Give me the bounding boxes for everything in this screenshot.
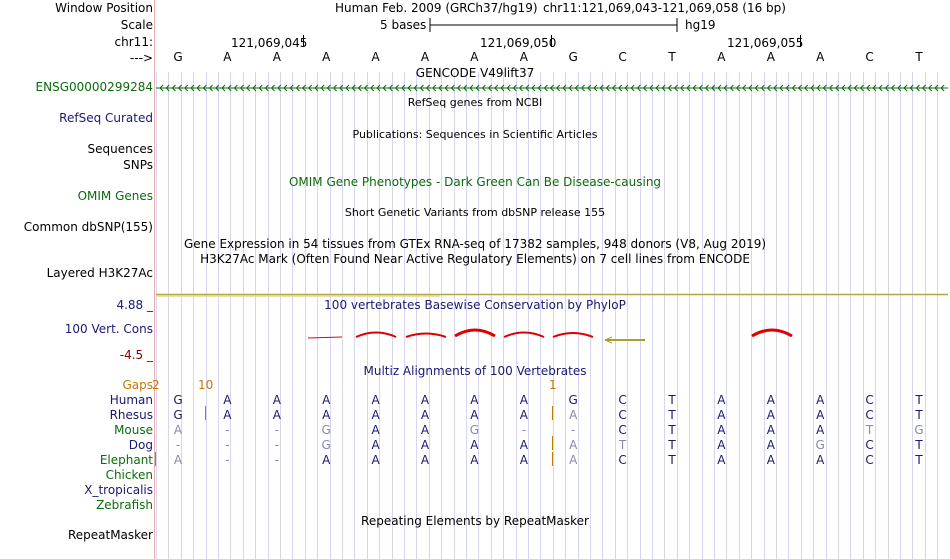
repeatmasker-track-label[interactable]: RepeatMasker [67,528,153,542]
base-guide-line [193,72,194,559]
gene-arrow-line[interactable] [0,81,950,95]
base-guide-line [726,72,727,559]
window-position-label: Window Position [55,1,153,15]
aligned-base: A [322,408,331,422]
aligned-base: A [420,423,430,437]
species-label-elephant[interactable]: Elephant [99,453,153,467]
base-guide-line [652,72,653,559]
ref-base: T [915,50,923,64]
aligned-base: A [371,438,380,452]
base-guide-line [863,72,864,559]
aligned-base: A [766,453,775,467]
aligned-base: A [717,453,726,467]
aligned-base: A [371,453,380,467]
ref-base: G [173,50,183,64]
base-guide-line [367,72,368,559]
aligned-base: T [668,393,676,407]
publications-track-title: Publications: Sequences in Scientific Articles [352,128,598,141]
species-label-human[interactable]: Human [109,393,153,407]
aligned-base: A [470,453,479,467]
h3k27ac-track-title: H3K27Ac Mark (Often Found Near Active Regulatory Elements) on 7 cell lines from ENCODE [200,252,750,266]
base-guide-line [826,72,827,559]
base-guide-line [702,72,703,559]
aligned-base: A [272,408,281,422]
ref-base: C [865,50,874,64]
base-guide-line [875,72,876,559]
aligned-base: - [175,438,181,452]
ref-base: A [322,50,331,64]
base-guide-line [404,72,405,559]
ref-base: A [223,50,232,64]
aligned-base: T [668,453,676,467]
aligned-base: A [519,393,528,407]
gap-count-2: 10 [198,378,214,392]
base-guide-line [218,72,219,559]
base-guide-line [553,72,554,559]
base-guide-line [429,72,430,559]
base-guide-line [565,72,566,559]
common-dbsnp-track-label[interactable]: Common dbSNP(155) [23,220,153,234]
base-guide-line [292,72,293,559]
species-label-mouse[interactable]: Mouse [114,423,153,437]
base-guide-line [912,72,913,559]
aligned-base: A [223,393,232,407]
aligned-base: T [668,423,676,437]
aligned-base: G [815,438,825,452]
base-guide-line [925,72,926,559]
refseq-track-label[interactable]: RefSeq Curated [59,111,153,125]
base-guide-line [516,72,517,559]
aligned-base: C [865,393,874,407]
base-guide-line [937,72,938,559]
aligned-base: C [865,438,874,452]
base-guide-line [268,72,269,559]
ref-base: A [371,50,380,64]
gap-count-3: 1 [549,378,557,392]
gencode-track-title: GENCODE V49lift37 [415,66,535,80]
aligned-base: T [668,438,676,452]
scale-label: Scale [120,18,153,32]
base-guide-line [714,72,715,559]
base-guide-line [168,72,169,559]
aligned-base: A [717,438,726,452]
base-guide-line [888,72,889,559]
aligned-base: A [766,408,775,422]
aligned-base: G [469,423,480,437]
layered-h3k27ac-track-label[interactable]: Layered H3K27Ac [46,266,153,280]
aligned-base: A [420,438,430,452]
aligned-base: A [470,393,479,407]
cons-track-label[interactable]: 100 Vert. Cons [64,322,153,336]
base-guide-line [181,72,182,559]
base-guide-line [751,72,752,559]
species-label-zebrafish[interactable]: Zebrafish [96,498,153,512]
ref-base: A [519,50,528,64]
aligned-base: A [766,423,775,437]
aligned-base: A [420,453,430,467]
aligned-base: - [521,423,526,437]
base-guide-line [491,72,492,559]
aligned-base: A [420,393,430,407]
species-label-x_tropicalis[interactable]: X_tropicalis [84,483,153,497]
aligned-base: A [519,438,528,452]
base-guide-line [330,72,331,559]
aligned-base: A [173,423,183,437]
aligned-base: A [816,408,825,422]
phylop-track-title: 100 vertebrates Basewise Conservation by PhyloP [324,298,626,312]
base-guide-line [528,72,529,559]
aligned-base: T [618,438,627,452]
species-label-chicken[interactable]: Chicken [105,468,153,482]
ref-base: T [668,50,676,64]
aligned-base: C [618,423,627,437]
aligned-base: - [274,453,279,467]
aligned-base: G [568,393,578,407]
omim-track-label[interactable]: OMIM Genes [77,189,153,203]
scale-text: 5 bases [380,18,427,32]
aligned-base: T [668,408,676,422]
aligned-base: A [470,408,479,422]
base-guide-line [206,72,207,559]
aligned-base: A [371,423,380,437]
aligned-base: - [274,438,279,452]
base-guide-line [764,72,765,559]
refseq-track-title: RefSeq genes from NCBI [407,96,543,109]
aligned-base: A [272,393,281,407]
aligned-base: C [618,393,627,407]
base-guide-line [441,72,442,559]
aligned-base: C [865,408,874,422]
aligned-base: - [274,423,279,437]
repeatmasker-track-title: Repeating Elements by RepeatMasker [361,514,589,528]
position-text: chr11:121,069,043-121,069,058 (16 bp) [543,1,786,15]
ensg-track-label[interactable]: ENSG00000299284 [35,80,153,94]
aligned-base: C [865,453,874,467]
base-guide-line [664,72,665,559]
base-guide-line [416,72,417,559]
base-guide-line [850,72,851,559]
dbsnp-track-title: Short Genetic Variants from dbSNP release 155 [344,206,606,219]
sequences-track-label[interactable]: Sequences [87,142,153,156]
aligned-base: G [914,423,924,437]
aligned-base: - [571,423,576,437]
omim-track-title: OMIM Gene Phenotypes - Dark Green Can Be Disease-causing [288,175,662,189]
aligned-base: A [371,408,380,422]
base-guide-line [478,72,479,559]
base-guide-line [602,72,603,559]
aligned-base: A [322,393,331,407]
ref-base: C [618,50,627,64]
aligned-base: A [322,453,331,467]
base-guide-line [230,72,231,559]
base-guide-line [379,72,380,559]
aligned-base: C [618,408,627,422]
base-guide-line [776,72,777,559]
aligned-base: A [717,423,726,437]
aligned-base: C [618,453,627,467]
aligned-base: G [173,408,183,422]
aligned-base: A [816,453,825,467]
aligned-base: G [173,393,183,407]
aligned-base: A [173,453,183,467]
aligned-base: - [225,438,230,452]
base-guide-line [640,72,641,559]
aligned-base: A [569,438,578,452]
base-guide-line [305,72,306,559]
aligned-base: A [766,393,775,407]
aligned-base: A [519,408,528,422]
aligned-base: A [569,408,578,422]
base-guide-line [156,72,157,559]
coord-tick-2: 121,069,050 [480,36,557,50]
multiz-track-title: Multiz Alignments of 100 Vertebrates [363,364,587,378]
aligned-base: A [569,453,578,467]
base-guide-line [615,72,616,559]
base-guide-line [627,72,628,559]
base-guide-line [317,72,318,559]
aligned-base: A [816,393,825,407]
aligned-base: T [865,423,874,437]
base-guide-line [838,72,839,559]
aligned-base: A [816,423,825,437]
coord-tick-1: 121,069,045 [231,36,308,50]
base-guide-line [392,72,393,559]
ref-base: A [420,50,430,64]
aligned-base: G [321,438,331,452]
cons-min-label: -4.5 _ [119,348,153,362]
ref-base: A [766,50,775,64]
cons-max-label: 4.88 _ [116,298,153,312]
base-guide-line [342,72,343,559]
aligned-base: A [766,438,775,452]
snps-track-label[interactable]: SNPs [123,158,153,172]
species-label-dog[interactable]: Dog [128,438,153,452]
base-guide-line [813,72,814,559]
ref-base: A [717,50,726,64]
aligned-base: - [225,453,230,467]
base-guide-line [243,72,244,559]
gaps-label: Gaps [122,378,153,392]
ref-base: A [272,50,281,64]
aligned-base: T [915,408,923,422]
aligned-base: A [371,393,380,407]
base-guide-line [454,72,455,559]
base-guide-line [788,72,789,559]
chrom-label: chr11: [114,35,153,49]
gap-count-1: 2 [152,378,160,392]
aligned-base: A [420,408,430,422]
aligned-base: - [225,423,230,437]
base-guide-line [578,72,579,559]
assembly-text: Human Feb. 2009 (GRCh37/hg19) [335,1,538,15]
coord-tick-3: 121,069,055 [727,36,804,50]
aligned-base: T [915,453,923,467]
aligned-base: T [915,393,923,407]
scale-db-text: hg19 [685,18,716,32]
strand-label: ---> [129,51,153,65]
base-guide-line [255,72,256,559]
aligned-base: A [519,453,528,467]
aligned-base: T [915,438,923,452]
ref-base: A [816,50,825,64]
base-guide-line [689,72,690,559]
phylop-plot[interactable] [0,322,950,352]
aligned-base: A [470,438,479,452]
insertion-markers [0,400,950,470]
base-guide-line [590,72,591,559]
base-guide-line [466,72,467,559]
gtex-track-title: Gene Expression in 54 tissues from GTEx RNA-seq of 17382 samples, 948 donors (V8, Aug 2019) [183,237,767,251]
aligned-base: A [717,393,726,407]
base-guide-line [503,72,504,559]
aligned-base: A [717,408,726,422]
base-guide-line [801,72,802,559]
base-guide-line [739,72,740,559]
base-guide-line [354,72,355,559]
base-guide-line [540,72,541,559]
base-guide-line [900,72,901,559]
base-guide-line [677,72,678,559]
aligned-base: G [321,423,331,437]
ref-base: G [568,50,578,64]
species-label-rhesus[interactable]: Rhesus [109,408,153,422]
aligned-base: A [223,408,232,422]
ref-base: A [470,50,479,64]
base-guide-line [280,72,281,559]
